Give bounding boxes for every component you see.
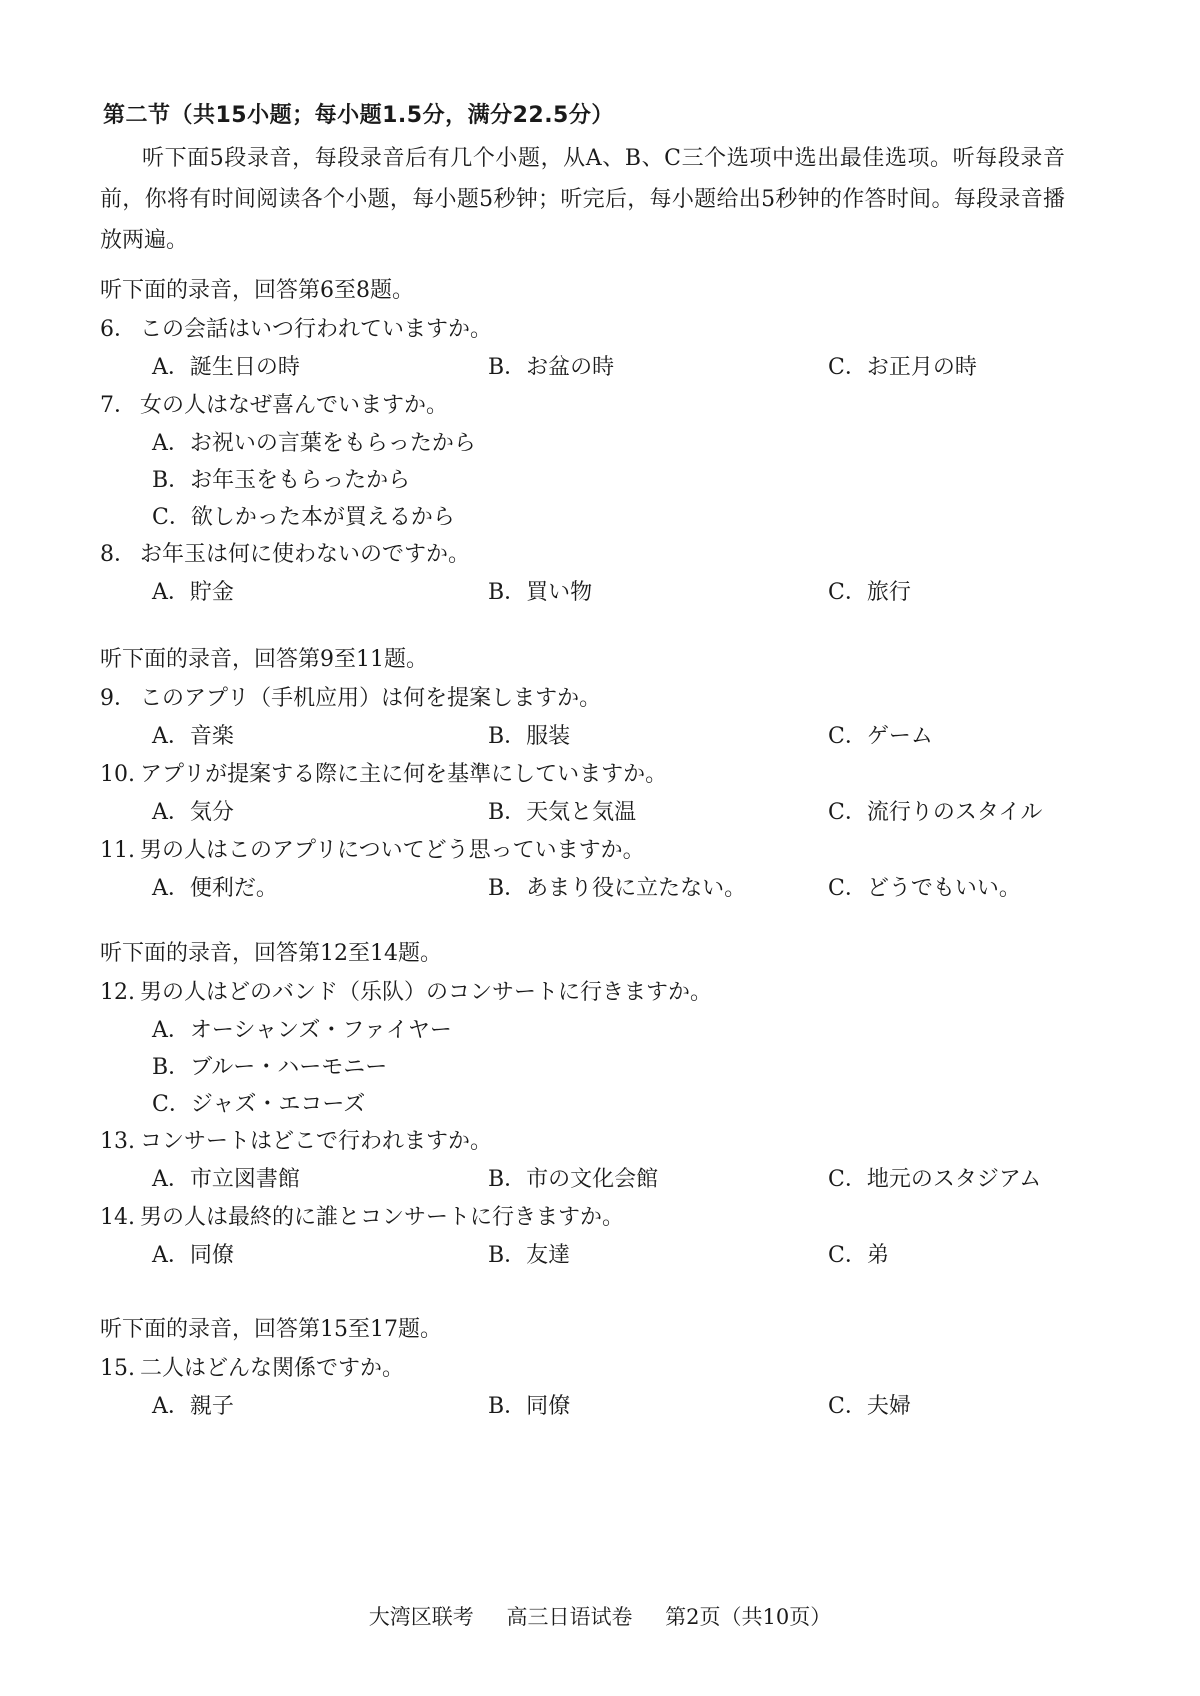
options-row xyxy=(100,574,1100,612)
group-instruction: 听下面的录音，回答第9至11题。 xyxy=(100,647,428,672)
option-c: C．お正月の時 xyxy=(828,355,977,380)
options-row xyxy=(100,870,1100,908)
question xyxy=(100,1350,1100,1388)
question xyxy=(100,1199,1100,1237)
footer-exam-name: 大湾区联考 xyxy=(368,1605,474,1629)
question-text: この会話はいつ行われていますか。 xyxy=(140,317,493,342)
footer-paper-name: 高三日语试卷 xyxy=(506,1605,633,1629)
options-row xyxy=(100,1388,1100,1426)
option-a: A．同僚 xyxy=(152,1243,234,1268)
option-b: B．買い物 xyxy=(488,580,593,605)
question-number: 11. xyxy=(100,838,135,863)
question xyxy=(100,756,1100,794)
listening-group xyxy=(100,271,1100,612)
options-row xyxy=(100,1237,1100,1275)
group-instruction: 听下面的录音，回答第12至14题。 xyxy=(100,941,442,966)
question-number: 6． xyxy=(100,317,136,342)
listening-group xyxy=(100,1310,1100,1426)
options-row xyxy=(100,1161,1100,1199)
question xyxy=(100,832,1100,870)
option-b: B．服装 xyxy=(488,724,571,749)
option-c: C．ゲーム xyxy=(828,724,933,749)
question xyxy=(100,311,1100,349)
option-c: C．どうでもいい。 xyxy=(828,876,1021,901)
question-number: 14. xyxy=(100,1205,135,1230)
option-a: A．お祝いの言葉をもらったから xyxy=(152,431,476,456)
section-title: 第二节（共15小题；每小题1.5分，满分22.5分） xyxy=(103,103,614,128)
question xyxy=(100,387,1100,425)
question-text: アプリが提案する際に主に何を基準にしていますか。 xyxy=(140,762,668,787)
question-text: 男の人は最終的に誰とコンサートに行きますか。 xyxy=(140,1205,625,1230)
option-a: A．気分 xyxy=(152,800,234,825)
group-instruction: 听下面的录音，回答第6至8题。 xyxy=(100,278,414,303)
question-number: 10. xyxy=(100,762,135,787)
question-text: 二人はどんな関係ですか。 xyxy=(140,1356,405,1381)
option-c: C．流行りのスタイル xyxy=(828,800,1043,825)
option-b: B．お年玉をもらったから xyxy=(152,468,411,493)
option-a: A．オーシャンズ・ファイヤー xyxy=(152,1018,452,1043)
listening-group xyxy=(100,640,1100,908)
options-row xyxy=(100,718,1100,756)
option-c: C．欲しかった本が買えるから xyxy=(152,505,455,530)
option-a: A．市立図書館 xyxy=(152,1167,300,1192)
option-b: B．あまり役に立たない。 xyxy=(488,876,747,901)
question xyxy=(100,974,1100,1012)
question xyxy=(100,1123,1100,1161)
option-a: A．便利だ。 xyxy=(152,876,278,901)
option-a: A．貯金 xyxy=(152,580,234,605)
group-instruction: 听下面的录音，回答第15至17题。 xyxy=(100,1317,442,1342)
options-row xyxy=(100,794,1100,832)
question-number: 13. xyxy=(100,1129,135,1154)
question-number: 7． xyxy=(100,393,136,418)
question-text: 男の人はどのバンド（乐队）のコンサートに行きますか。 xyxy=(140,980,713,1005)
question-text: このアプリ（手机应用）は何を提案しますか。 xyxy=(140,686,602,711)
option-c: C．ジャズ・エコーズ xyxy=(152,1092,366,1117)
footer-page-number: 第2页（共10页） xyxy=(665,1605,832,1629)
option-b: B．市の文化会館 xyxy=(488,1167,659,1192)
option-b: B．ブルー・ハーモニー xyxy=(152,1055,388,1080)
question-number: 12. xyxy=(100,980,135,1005)
page-footer xyxy=(0,1601,1200,1631)
question xyxy=(100,536,1100,574)
question-text: コンサートはどこで行われますか。 xyxy=(140,1129,493,1154)
option-c: C．地元のスタジアム xyxy=(828,1167,1042,1192)
question xyxy=(100,680,1100,718)
option-c: C．夫婦 xyxy=(828,1394,911,1419)
question-text: 男の人はこのアプリについてどう思っていますか。 xyxy=(140,838,645,863)
option-a: A．親子 xyxy=(152,1394,234,1419)
option-c: C．弟 xyxy=(828,1243,889,1268)
option-c: C．旅行 xyxy=(828,580,911,605)
question-number: 8． xyxy=(100,542,136,567)
option-b: B．天気と気温 xyxy=(488,800,637,825)
section-instructions: 听下面5段录音，每段录音后有几个小题，从A、B、C三个选项中选出最佳选项。听每段录音前，你将有时间阅读各个小题，每小题5秒钟；听完后，每小题给出5秒钟的作答时间。每段录音播放两遍。 xyxy=(100,146,1065,253)
option-b: B．同僚 xyxy=(488,1394,571,1419)
options-row xyxy=(100,349,1100,387)
question-text: お年玉は何に使わないのですか。 xyxy=(140,542,471,567)
option-b: B．友達 xyxy=(488,1243,571,1268)
option-a: A．誕生日の時 xyxy=(152,355,300,380)
option-b: B．お盆の時 xyxy=(488,355,615,380)
question-number: 9． xyxy=(100,686,136,711)
question-number: 15. xyxy=(100,1356,135,1381)
question-text: 女の人はなぜ喜んでいますか。 xyxy=(140,393,449,418)
listening-group xyxy=(100,934,1100,1275)
option-a: A．音楽 xyxy=(152,724,234,749)
